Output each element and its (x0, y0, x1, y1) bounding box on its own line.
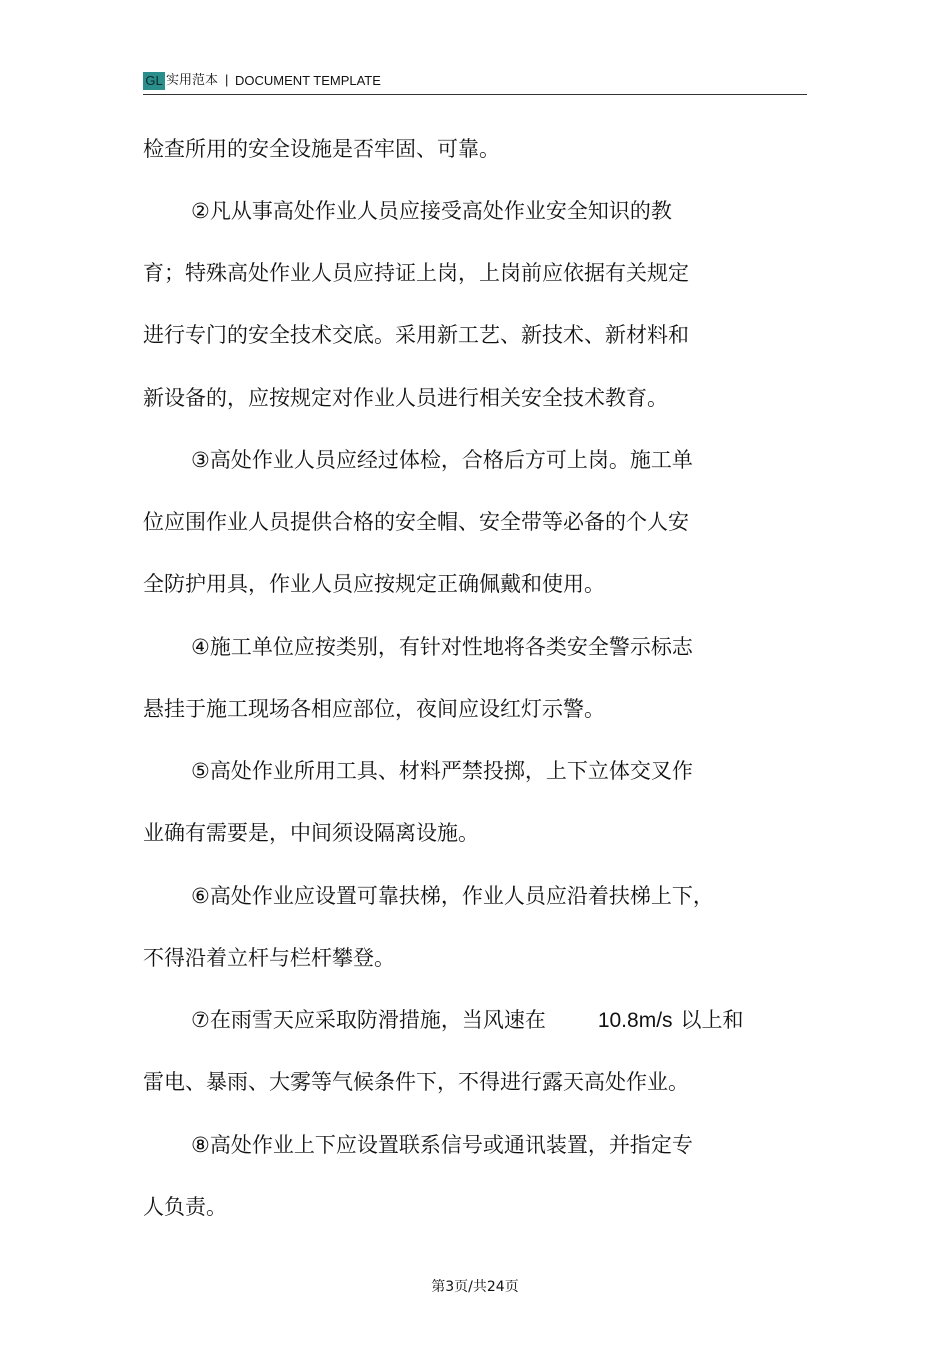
body-line: ⑧高处作业上下应设置联系信号或通讯装置，并指定专 (191, 1133, 693, 1157)
logo-badge: GL (143, 72, 165, 90)
document-template-label: DOCUMENT TEMPLATE (235, 73, 381, 88)
body-line: ③高处作业人员应经过体检，合格后方可上岗。施工单 (191, 448, 693, 472)
wind-text-after: 以上和 (680, 1008, 744, 1032)
page-header (143, 70, 807, 95)
body-line: 业确有需要是，中间须设隔离设施。 (143, 821, 479, 845)
body-line: ⑤高处作业所用工具、材料严禁投掷，上下立体交叉作 (191, 759, 693, 783)
body-line: 进行专门的安全技术交底。采用新工艺、新技术、新材料和 (143, 323, 689, 347)
body-line: 不得沿着立杆与栏杆攀登。 (143, 946, 395, 970)
body-line: 人负责。 (143, 1195, 227, 1219)
body-line-wind-speed (191, 1006, 744, 1035)
body-line: 位应围作业人员提供合格的安全帽、安全带等必备的个人安 (143, 510, 689, 534)
page-number: 第3页/共24页 (431, 1279, 519, 1295)
body-line: 全防护用具，作业人员应按规定正确佩戴和使用。 (143, 572, 605, 596)
header-separator: | (225, 72, 229, 87)
body-line: ④施工单位应按类别，有针对性地将各类安全警示标志 (191, 635, 693, 659)
brand-name: 实用范本 (166, 73, 219, 88)
body-line: 雷电、暴雨、大雾等气候条件下，不得进行露天高处作业。 (143, 1070, 689, 1094)
body-line: 育；特殊高处作业人员应持证上岗，上岗前应依据有关规定 (143, 261, 689, 285)
wind-text-before: ⑦在雨雪天应采取防滑措施，当风速在 (191, 1008, 546, 1032)
body-line: 悬挂于施工现场各相应部位，夜间应设红灯示警。 (143, 697, 605, 721)
body-line: 新设备的，应按规定对作业人员进行相关安全技术教育。 (143, 386, 668, 410)
body-line: 检查所用的安全设施是否牢固、可靠。 (143, 137, 500, 161)
body-line: ②凡从事高处作业人员应接受高处作业安全知识的教 (191, 199, 672, 223)
wind-speed-value: 10.8m/s (597, 1009, 673, 1032)
body-line: ⑥高处作业应设置可靠扶梯，作业人员应沿着扶梯上下， (191, 884, 714, 908)
